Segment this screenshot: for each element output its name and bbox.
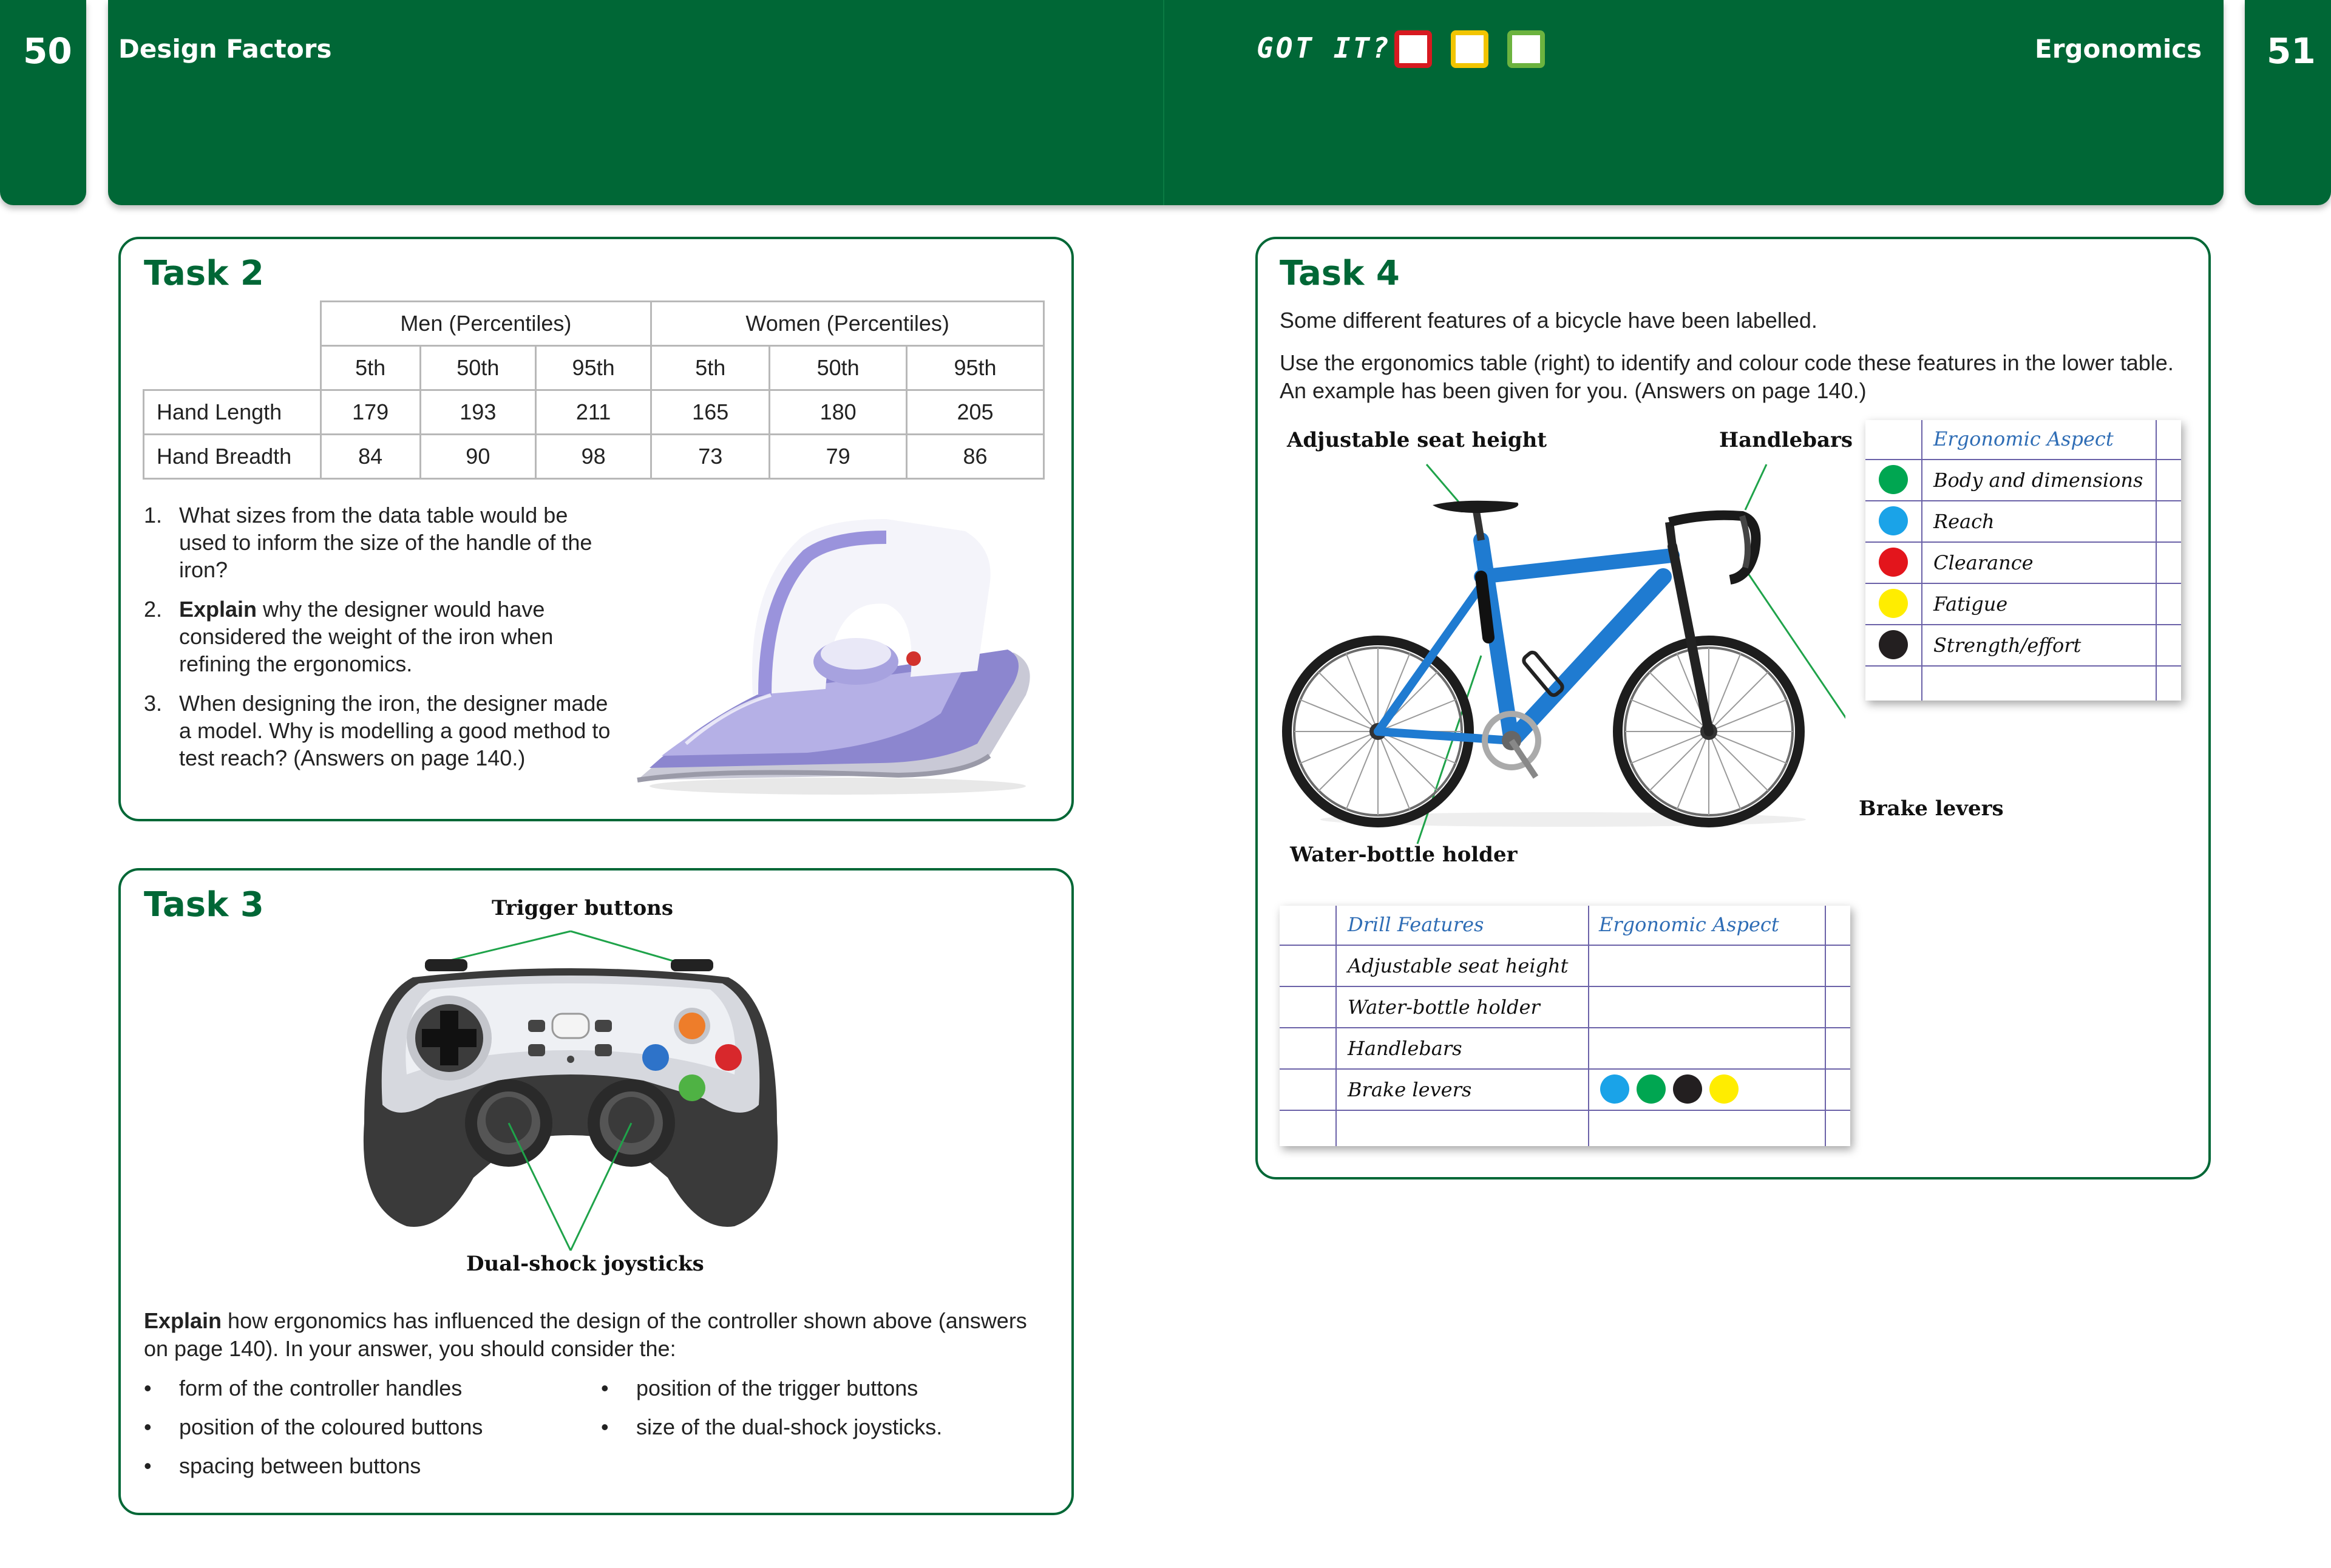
table-cell: 205	[907, 390, 1044, 435]
key-label: Body and dimensions	[1933, 469, 2143, 492]
task3-bullets-right	[601, 1374, 1050, 1452]
bullet-item: • position of the trigger buttons	[601, 1374, 1050, 1402]
bicycle-image	[1281, 455, 1845, 850]
percentile-header: 5th	[321, 346, 420, 390]
feature-row-label: Adjustable seat height	[1348, 954, 1569, 977]
question-3: 3. When designing the iron, the designer made a model. Why is modelling a good method to test reach? (Answers on page 140.)	[144, 691, 611, 770]
task4-intro-1: Some different features of a bicycle have been labelled.	[1280, 308, 1817, 333]
game-controller-image	[340, 923, 801, 1263]
got-it-label: GOT IT?	[1257, 32, 1391, 64]
percentile-header: 5th	[651, 346, 770, 390]
answer-color-dot	[1709, 1074, 1739, 1104]
row-label: Hand Length	[144, 390, 321, 435]
bullet-item: • size of the dual-shock joysticks.	[601, 1413, 1050, 1441]
feature-row-label: Brake levers	[1348, 1078, 1472, 1101]
percentile-header: 95th	[907, 346, 1044, 390]
key-color-swatch	[1879, 465, 1908, 494]
got-it-checkbox-yellow[interactable]	[1451, 30, 1488, 68]
iron-image	[625, 513, 1050, 798]
table-cell: 79	[770, 435, 907, 479]
question-1: 1. What sizes from the data table would be used to inform the size of the handle of the iron?	[144, 503, 592, 582]
label-water-bottle: Water-bottle holder	[1290, 843, 1518, 867]
right-chapter-title: Ergonomics	[2035, 34, 2202, 64]
task3-bullets-left	[144, 1374, 569, 1491]
question-2: 2. Explain why the designer would have considered the weight of the iron when refining the ergonomics.	[144, 597, 554, 676]
got-it-checkbox-red[interactable]	[1394, 30, 1432, 68]
table-cell: 98	[535, 435, 651, 479]
header-bar	[108, 0, 2224, 205]
right-page-tab	[2245, 0, 2331, 205]
percentile-header: 95th	[535, 346, 651, 390]
women-header: Women (Percentiles)	[651, 302, 1044, 346]
feature-row-label: Water-bottle holder	[1348, 996, 1540, 1019]
table-cell: 165	[651, 390, 770, 435]
left-page-number: 50	[23, 30, 72, 72]
bullet-item: • form of the controller handles	[144, 1374, 569, 1402]
left-chapter-title: Design Factors	[118, 34, 332, 64]
got-it-checkbox-green[interactable]	[1507, 30, 1545, 68]
table-cell: 179	[321, 390, 420, 435]
row-label: Hand Breadth	[144, 435, 321, 479]
key-heading: Ergonomic Aspect	[1933, 427, 2114, 450]
men-header: Men (Percentiles)	[321, 302, 651, 346]
bullet-item: • spacing between buttons	[144, 1452, 569, 1480]
answer-color-dot	[1637, 1074, 1666, 1104]
answer-color-dot	[1673, 1074, 1702, 1104]
table-cell: 180	[770, 390, 907, 435]
task4-title: Task 4	[1280, 254, 1400, 293]
task3-title: Task 3	[144, 885, 264, 925]
drill-features-table	[1280, 906, 1850, 1146]
key-color-swatch	[1879, 506, 1908, 535]
task2-questions	[144, 501, 617, 784]
right-page-number: 51	[2267, 30, 2316, 72]
key-label: Fatigue	[1933, 592, 2008, 616]
percentile-header: 50th	[420, 346, 535, 390]
key-label: Clearance	[1933, 551, 2034, 574]
table-cell: 86	[907, 435, 1044, 479]
label-handlebars: Handlebars	[1719, 428, 1853, 452]
label-brake-levers: Brake levers	[1859, 796, 2004, 821]
key-color-swatch	[1879, 630, 1908, 659]
table-cell: 193	[420, 390, 535, 435]
key-color-swatch	[1879, 548, 1908, 577]
joysticks-label: Dual-shock joysticks	[466, 1252, 704, 1276]
task2-title: Task 2	[144, 254, 264, 293]
table-cell: 90	[420, 435, 535, 479]
table-row	[144, 390, 1044, 435]
label-seat-height: Adjustable seat height	[1287, 428, 1547, 452]
feature-row-label: Handlebars	[1348, 1037, 1462, 1060]
left-page-tab	[0, 0, 86, 205]
table-cell: 84	[321, 435, 420, 479]
task4-intro-2: Use the ergonomics table (right) to identify and colour code these features in the lower table. An example has been given for you. (Answers on page 140.)	[1280, 350, 2174, 403]
key-label: Reach	[1933, 510, 1995, 533]
bullet-item: • position of the coloured buttons	[144, 1413, 569, 1441]
table-cell: 73	[651, 435, 770, 479]
percentile-table	[143, 300, 1045, 480]
ergonomic-aspect-heading: Ergonomic Aspect	[1599, 913, 1779, 936]
drill-features-heading: Drill Features	[1348, 913, 1484, 936]
task3-prompt: Explain how ergonomics has influenced the design of the controller shown above (answers on page 140). In your answer, you should consider the:	[144, 1308, 1027, 1361]
percentile-header: 50th	[770, 346, 907, 390]
ergonomic-key-table	[1865, 420, 2181, 701]
answer-color-dot	[1600, 1074, 1629, 1104]
table-cell: 211	[535, 390, 651, 435]
table-row	[144, 435, 1044, 479]
trigger-buttons-label: Trigger buttons	[492, 896, 674, 920]
key-label: Strength/effort	[1933, 634, 2082, 657]
key-color-swatch	[1879, 589, 1908, 618]
